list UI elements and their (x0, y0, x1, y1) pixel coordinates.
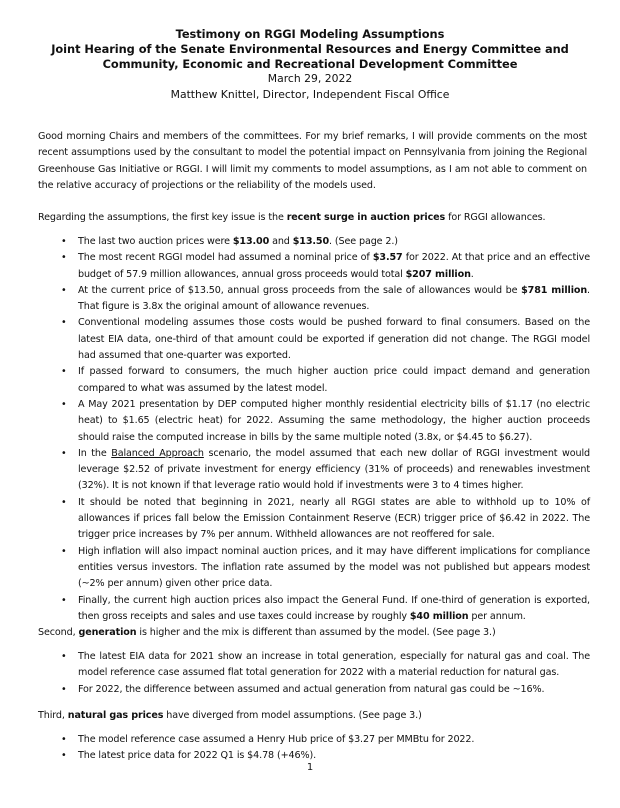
bullet-text: and (269, 236, 293, 247)
section3-lead-emphasis: natural gas prices (67, 710, 164, 721)
bullet-text: At the current price of $13.50, annual gross proceeds from the sale of allowances would be (78, 284, 522, 296)
bullet-marker: • (61, 366, 67, 378)
list-item (59, 544, 590, 593)
bullet-text: The most recent RGGI model had assumed a nominal price of (78, 252, 373, 264)
list-item (59, 649, 590, 682)
bullet-text: The latest EIA data for 2021 show an increase in total generation, especially for natural gas and coal. The model reference case assumed flat total generation for 2022 with a material reduction for natural gas. (78, 651, 590, 679)
bullet-value: $207 million (405, 268, 471, 280)
bullet-marker: • (61, 683, 67, 695)
section3-lead (38, 708, 587, 724)
bullet-marker: • (61, 545, 67, 557)
bullet-text: For 2022, the difference between assumed and actual generation from natural gas could be ~16%. (78, 683, 545, 695)
bullet-text: Finally, the current high auction prices also impact the General Fund. If one-third of generation is exported, then gross receipts and sales and use taxes could increase by roughly (78, 594, 590, 622)
bullet-marker: • (61, 317, 67, 329)
bullet-text: Conventional modeling assumes those costs would be pushed forward to final consumers. Based on the latest EIA data, one-third of that amount could be exported if generation did not change. The RGGI model had assumed that one-quarter was exported. (78, 317, 590, 362)
section2-bullet-list (59, 649, 590, 698)
section3-bullet-list (59, 732, 590, 765)
bullet-marker: • (61, 750, 67, 762)
bullet-marker: • (61, 734, 67, 745)
bullet-text: It should be noted that beginning in 2021, nearly all RGGI states are able to withhold up to 10% of allowances if prices fall below the Emission Containment Reserve (ECR) trigger price of $6.42 in 2022. The trigger price increases by 7% per annum. Withheld allowances are not reoffered for sale. (78, 496, 590, 541)
bullet-text: If passed forward to consumers, the much higher auction price could impact demand and generation compared to what was assumed by the latest model. (78, 366, 590, 394)
list-item (59, 283, 590, 316)
bullet-value: $13.50 (292, 236, 330, 247)
section3-lead-tail: have diverged from model assumptions. (See page 3.) (163, 710, 422, 721)
bullet-value: $40 million (409, 610, 469, 622)
bullet-value: $13.00 (232, 236, 270, 247)
bullet-marker: • (61, 447, 67, 459)
bullet-text: The last two auction prices were (78, 236, 233, 247)
list-item (59, 315, 590, 364)
bullet-marker: • (61, 651, 67, 662)
section2-lead-tail: is higher and the mix is different than assumed by the model. (See page 3.) (136, 627, 496, 638)
committee-line: Community, Economic and Recreational Development Committee (102, 57, 518, 71)
bullet-marker: • (61, 398, 67, 410)
list-item (59, 732, 590, 748)
intro-paragraph: Good morning Chairs and members of the committees. For my brief remarks, I will provide comments on the most recent assumptions used by the consultant to model the potential impact on Pennsylvania from joining the Regional Greenhouse Gas Initiative or RGGI. I will limit my comments to model assumptions, as I am not able to comment on the relative accuracy of projections or the reliability of the models used. (38, 131, 587, 191)
bullet-marker: • (61, 236, 67, 247)
hearing-date: March 29, 2022 (267, 72, 353, 85)
bullet-text: High inflation will also impact nominal auction prices, and it may have different implications for compliance entities versus investors. The inflation rate assumed by the model was not published but appears modest (~2% per annum) given other price data. (78, 545, 590, 590)
bullet-text: In the (78, 447, 112, 459)
section1-lead-tail: for RGGI allowances. (445, 212, 546, 223)
bullet-text: The model reference case assumed a Henry Hub price of $3.27 per MMBtu for 2022. (78, 734, 475, 745)
section2-lead-text: Second, (38, 627, 79, 638)
bullet-text: . (470, 268, 474, 280)
list-item (59, 397, 590, 446)
bullet-text: scenario, the model assumed that each new dollar of RGGI investment would leverage $2.52 of private investment for energy efficiency (31% of proceeds) and renewables investment (32%). It is not known if that leverage ratio would hold if investments were 3 to 4 times higher. (78, 447, 590, 492)
list-item (59, 250, 590, 283)
bullet-text: per annum. (468, 610, 526, 622)
section3-lead-text: Third, (38, 710, 68, 721)
bullet-text: The latest price data for 2022 Q1 is $4.78 (+46%). (78, 750, 317, 762)
bullet-text: for 2022. At that price and an effective budget of 57.9 million allowances, annual gross proceeds would total (78, 252, 590, 280)
document-title: Testimony on RGGI Modeling Assumptions (175, 27, 445, 41)
list-item (59, 682, 590, 698)
author-line: Matthew Knittel, Director, Independent Fiscal Office (170, 88, 450, 101)
list-item (59, 234, 590, 250)
section1-lead-emphasis: recent surge in auction prices (286, 212, 446, 223)
section2-lead-emphasis: generation (78, 627, 137, 638)
bullet-marker: • (61, 284, 67, 296)
bullet-value: $3.57 (372, 252, 403, 264)
list-item (59, 364, 590, 397)
section1-lead (38, 210, 587, 226)
scenario-name: Balanced Approach (111, 447, 204, 459)
page-number: 1 (306, 762, 314, 773)
bullet-marker: • (61, 496, 67, 508)
list-item (59, 446, 590, 495)
list-item (59, 495, 590, 544)
bullet-text: . That figure is 3.8x the original amount of allowance revenues. (78, 284, 590, 313)
section1-bullet-list (59, 234, 590, 625)
list-item (59, 593, 590, 626)
bullet-text: . (See page 2.) (329, 236, 398, 247)
bullet-text: A May 2021 presentation by DEP computed higher monthly residential electricity bills of $1.17 (no electric heat) to $1.65 (electric heat) for 2022. Assuming the same methodology, the higher auction proceeds should raise the computed increase in bills by the same multiple noted (3.8x, or $4.45 to $6.27). (78, 398, 590, 443)
bullet-marker: • (61, 252, 67, 264)
hearing-line: Joint Hearing of the Senate Environmental Resources and Energy Committee and (51, 42, 569, 56)
section1-lead-text: Regarding the assumptions, the first key issue is the (38, 212, 287, 223)
bullet-value: $781 million (521, 284, 588, 296)
section2-lead (38, 625, 587, 641)
bullet-marker: • (61, 594, 67, 606)
